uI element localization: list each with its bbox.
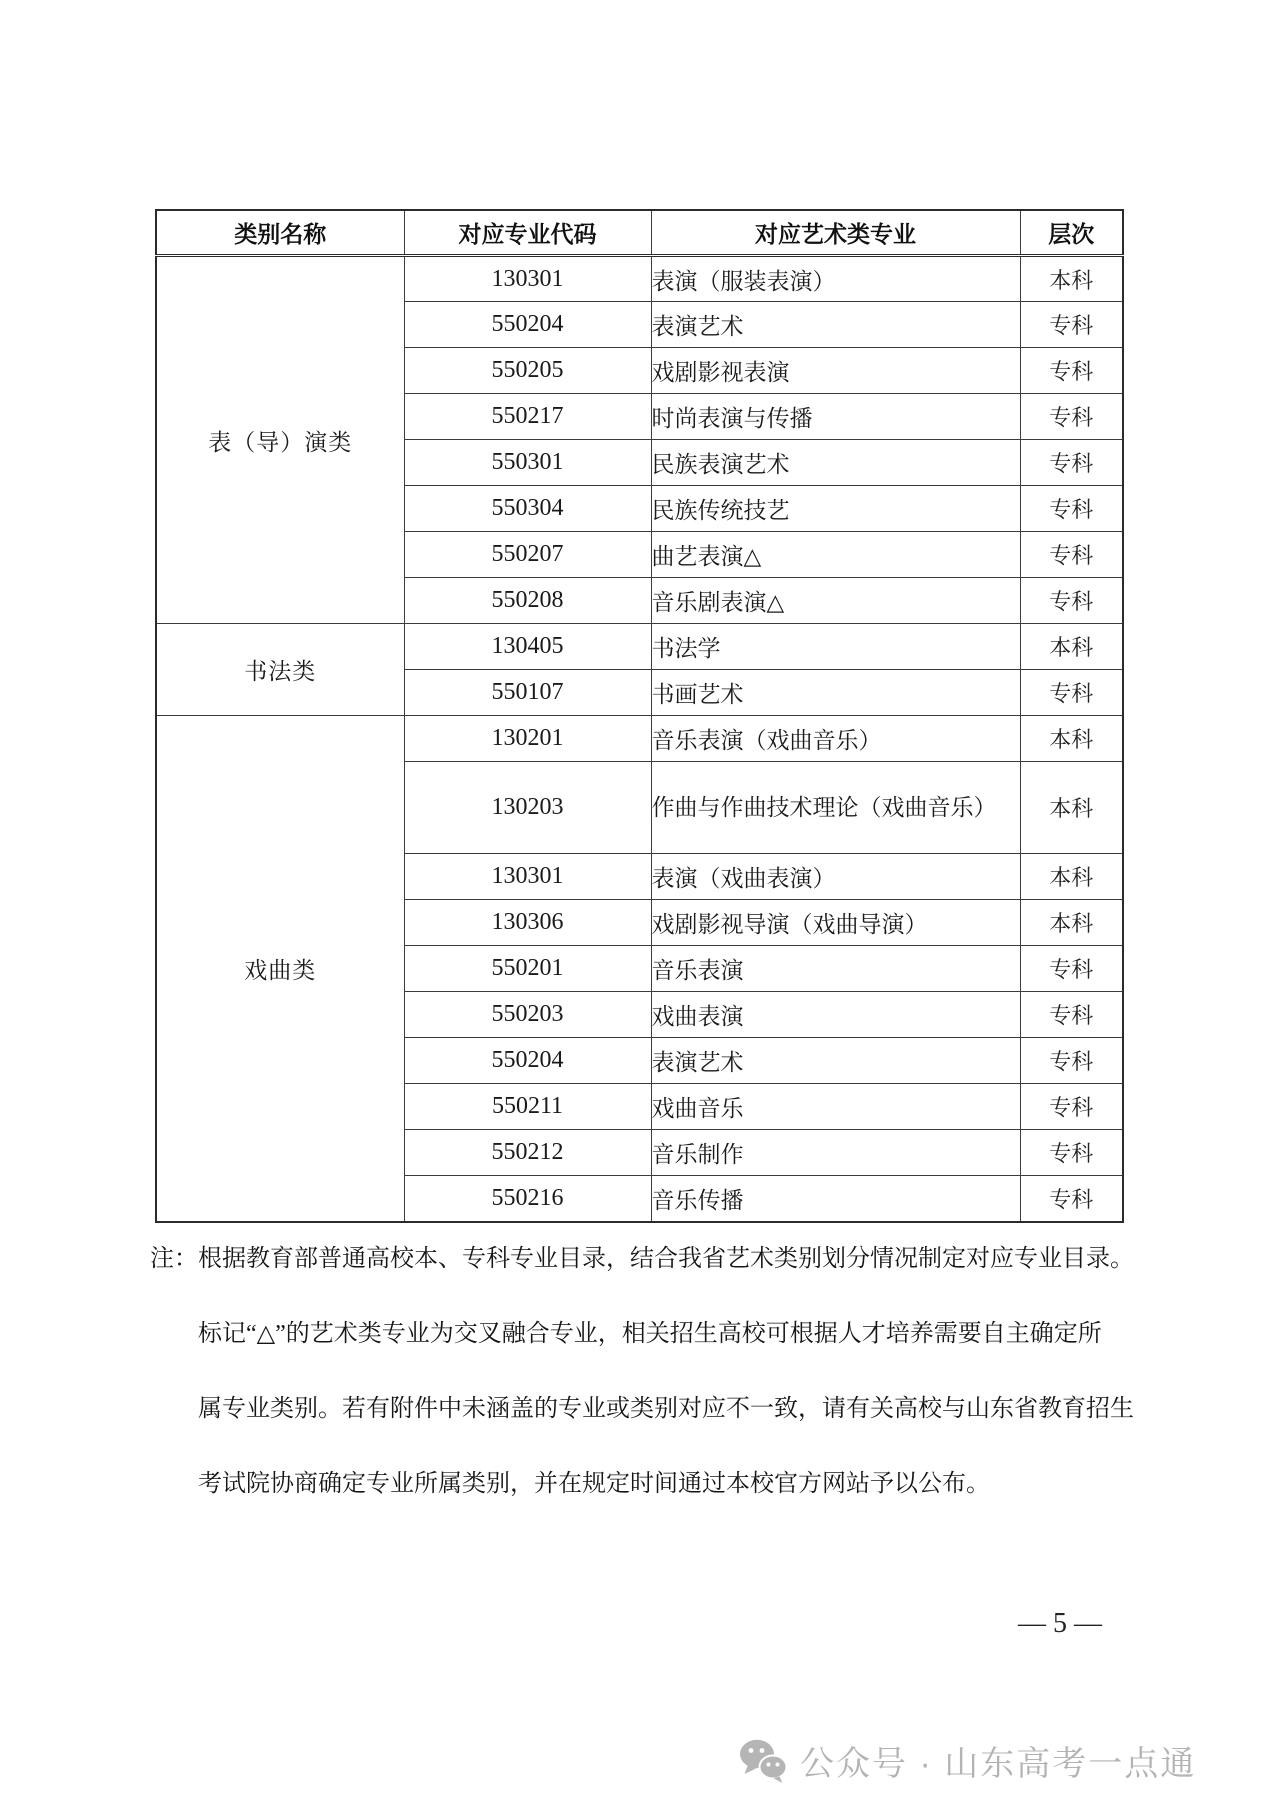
code-cell: 130301 bbox=[404, 854, 651, 900]
major-cell: 表演（服装表演） bbox=[651, 256, 1020, 302]
major-cell: 戏曲音乐 bbox=[651, 1084, 1020, 1130]
code-cell: 130203 bbox=[404, 762, 651, 854]
major-cell: 民族传统技艺 bbox=[651, 486, 1020, 532]
header-level: 层次 bbox=[1020, 210, 1123, 256]
header-category: 类别名称 bbox=[156, 210, 404, 256]
code-cell: 550204 bbox=[404, 302, 651, 348]
code-cell: 550211 bbox=[404, 1084, 651, 1130]
code-cell: 130405 bbox=[404, 624, 651, 670]
level-cell: 专科 bbox=[1020, 992, 1123, 1038]
major-cell: 表演（戏曲表演） bbox=[651, 854, 1020, 900]
table-row bbox=[156, 716, 1123, 762]
major-cell: 戏剧影视导演（戏曲导演） bbox=[651, 900, 1020, 946]
major-cell: 戏曲表演 bbox=[651, 992, 1020, 1038]
level-cell: 本科 bbox=[1020, 854, 1123, 900]
level-cell: 专科 bbox=[1020, 578, 1123, 624]
code-cell: 550301 bbox=[404, 440, 651, 486]
code-cell: 550107 bbox=[404, 670, 651, 716]
major-cell: 时尚表演与传播 bbox=[651, 394, 1020, 440]
header-code: 对应专业代码 bbox=[404, 210, 651, 256]
level-cell: 专科 bbox=[1020, 946, 1123, 992]
note-line: 属专业类别。若有附件中未涵盖的专业或类别对应不一致，请有关高校与山东省教育招生 bbox=[198, 1396, 1134, 1422]
category-cell: 戏曲类 bbox=[156, 716, 404, 1222]
majors-mapping-table bbox=[155, 209, 1124, 1223]
level-cell: 本科 bbox=[1020, 624, 1123, 670]
majors-mapping-table-wrap bbox=[155, 209, 1122, 1223]
major-cell: 表演艺术 bbox=[651, 302, 1020, 348]
table-header-row bbox=[156, 210, 1123, 256]
level-cell: 专科 bbox=[1020, 1038, 1123, 1084]
table-row bbox=[156, 624, 1123, 670]
page-number: — 5 — bbox=[1018, 1608, 1102, 1639]
code-cell: 550212 bbox=[404, 1130, 651, 1176]
level-cell: 本科 bbox=[1020, 762, 1123, 854]
footer-watermark-text: 公众号 · 山东高考一点通 bbox=[800, 1745, 1197, 1783]
code-cell: 550205 bbox=[404, 348, 651, 394]
major-cell: 戏剧影视表演 bbox=[651, 348, 1020, 394]
major-cell: 表演艺术 bbox=[651, 1038, 1020, 1084]
level-cell: 专科 bbox=[1020, 1130, 1123, 1176]
code-cell: 550203 bbox=[404, 992, 651, 1038]
code-cell: 550204 bbox=[404, 1038, 651, 1084]
code-cell: 130301 bbox=[404, 256, 651, 302]
major-cell: 音乐表演 bbox=[651, 946, 1020, 992]
level-cell: 专科 bbox=[1020, 670, 1123, 716]
level-cell: 本科 bbox=[1020, 716, 1123, 762]
level-cell: 专科 bbox=[1020, 486, 1123, 532]
category-cell: 表（导）演类 bbox=[156, 256, 404, 624]
note-block bbox=[150, 1222, 1150, 1522]
major-cell: 曲艺表演△ bbox=[651, 532, 1020, 578]
table-row bbox=[156, 256, 1123, 302]
code-cell: 550216 bbox=[404, 1176, 651, 1222]
category-cell: 书法类 bbox=[156, 624, 404, 716]
major-cell: 书画艺术 bbox=[651, 670, 1020, 716]
code-cell: 130201 bbox=[404, 716, 651, 762]
header-major: 对应艺术类专业 bbox=[651, 210, 1020, 256]
note-line: 注：根据教育部普通高校本、专科专业目录，结合我省艺术类别划分情况制定对应专业目录。 bbox=[150, 1246, 1134, 1272]
code-cell: 550217 bbox=[404, 394, 651, 440]
code-cell: 550201 bbox=[404, 946, 651, 992]
wechat-icon bbox=[738, 1739, 788, 1783]
major-cell: 音乐制作 bbox=[651, 1130, 1020, 1176]
level-cell: 专科 bbox=[1020, 348, 1123, 394]
code-cell: 550207 bbox=[404, 532, 651, 578]
level-cell: 专科 bbox=[1020, 394, 1123, 440]
footer-watermark bbox=[738, 1736, 1196, 1785]
note-line: 考试院协商确定专业所属类别，并在规定时间通过本校官方网站予以公布。 bbox=[198, 1471, 990, 1497]
code-cell: 550304 bbox=[404, 486, 651, 532]
level-cell: 专科 bbox=[1020, 1084, 1123, 1130]
major-cell: 书法学 bbox=[651, 624, 1020, 670]
major-cell: 音乐表演（戏曲音乐） bbox=[651, 716, 1020, 762]
code-cell: 130306 bbox=[404, 900, 651, 946]
note-line: 标记“△”的艺术类专业为交叉融合专业，相关招生高校可根据人才培养需要自主确定所 bbox=[198, 1321, 1102, 1347]
major-cell: 音乐剧表演△ bbox=[651, 578, 1020, 624]
level-cell: 专科 bbox=[1020, 532, 1123, 578]
level-cell: 本科 bbox=[1020, 900, 1123, 946]
level-cell: 专科 bbox=[1020, 302, 1123, 348]
level-cell: 本科 bbox=[1020, 256, 1123, 302]
code-cell: 550208 bbox=[404, 578, 651, 624]
major-cell: 音乐传播 bbox=[651, 1176, 1020, 1222]
level-cell: 专科 bbox=[1020, 1176, 1123, 1222]
major-cell: 作曲与作曲技术理论（戏曲音乐） bbox=[651, 762, 1020, 854]
major-cell: 民族表演艺术 bbox=[651, 440, 1020, 486]
level-cell: 专科 bbox=[1020, 440, 1123, 486]
